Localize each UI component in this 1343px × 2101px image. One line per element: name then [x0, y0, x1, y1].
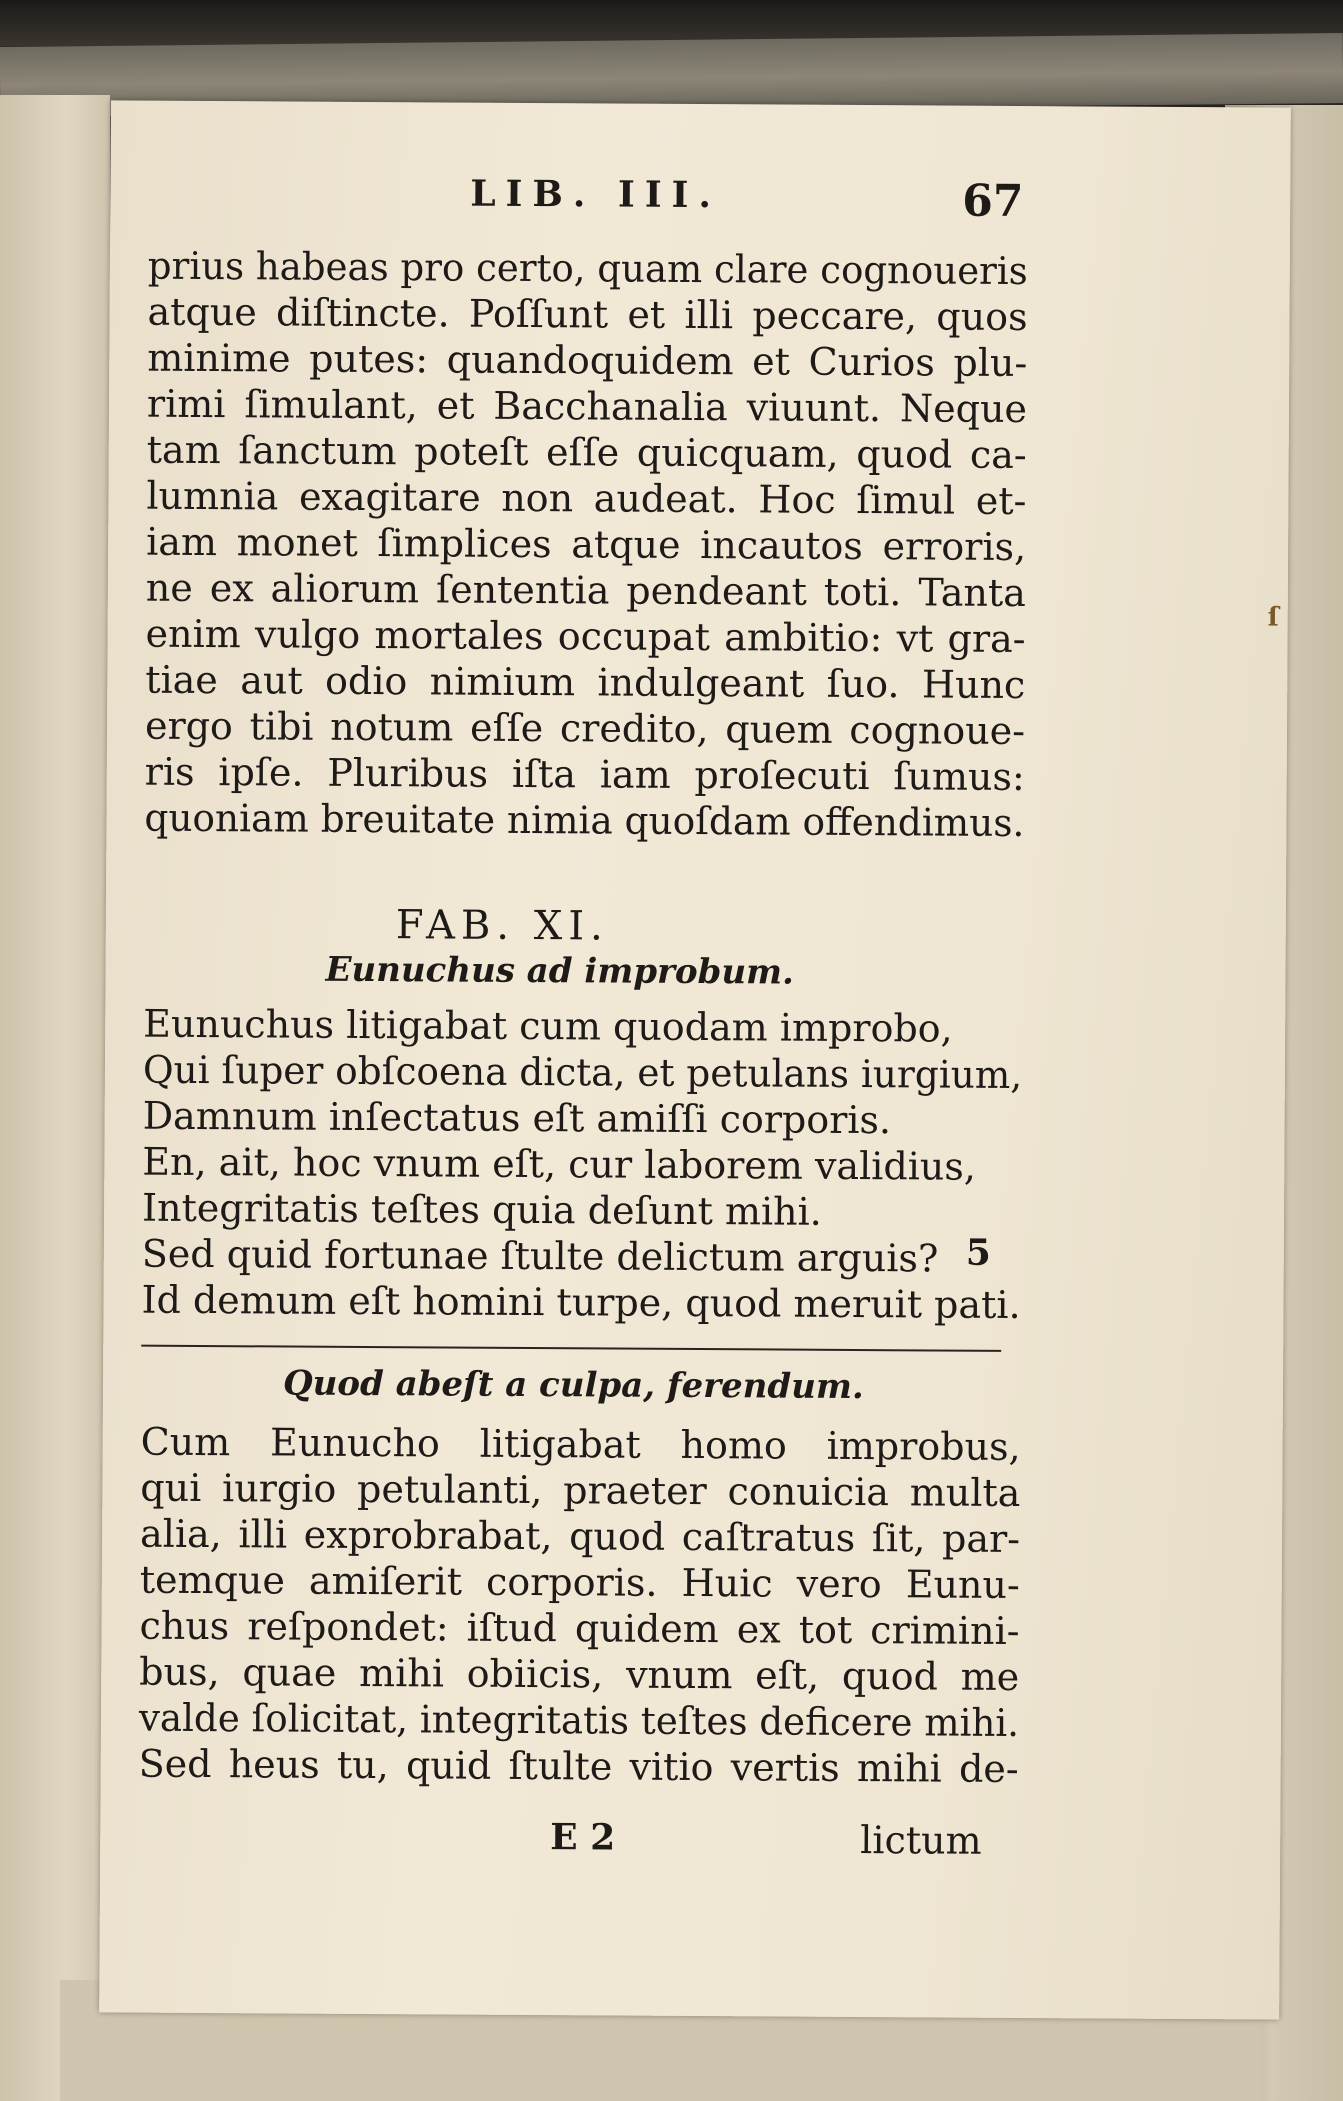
verse-line: Integritatis teſtes quia deſunt mihi. — [141, 1185, 822, 1234]
verse-line: Damnum inſectatus eſt amiſſi corporis. — [142, 1093, 892, 1143]
moral-title: Quod abeſt a culpa, ferendum. — [282, 1363, 864, 1408]
text-line: ergo tibi notum eſſe credito, quem cognoue- — [144, 703, 1026, 754]
fable-heading: FAB. XI. — [395, 902, 609, 950]
text-line: ris ipſe. Pluribus iſta iam proſecuti ſumus: — [144, 749, 1025, 800]
text-line: chus reſpondet: iſtud quidem ex tot crimini- — [139, 1603, 1020, 1653]
text-line: ne ex aliorum ſententia pendeant toti. Tanta — [145, 565, 1026, 616]
signature-mark: E 2 — [550, 1816, 616, 1859]
text-line: alia, illi exprobrabat, quod caſtratus ſit, par- — [139, 1511, 1021, 1561]
text-line: prius habeas pro certo, quam clare cognoueris — [147, 243, 1028, 294]
text-line: enim vulgo mortales occupat ambitio: vt gra- — [145, 611, 1026, 662]
page-number: 67 — [962, 175, 1024, 227]
text-line: iam monet ſimplices atque incautos erroris, — [146, 519, 1027, 570]
verse-line: Qui ſuper obſcoena dicta, et petulans iurgium, — [142, 1047, 1023, 1097]
verse-line: Id demum eſt homini turpe, quod meruit pati. — [141, 1277, 1021, 1327]
text-line: quoniam breuitate nimia quoſdam offendimus. — [144, 795, 1025, 846]
text-line: valde ſolicitat, integritatis teſtes deficere mihi. — [138, 1695, 1020, 1745]
verse-block — [141, 1001, 1023, 1328]
text-line: temque amiſerit corporis. Huic vero Eunu- — [139, 1557, 1020, 1607]
fable-title: Eunuchus ad improbum. — [325, 949, 795, 993]
margin-mark: ſ — [1267, 602, 1279, 633]
text-line: bus, quae mihi obiicis, vnum eſt, quod me — [139, 1649, 1020, 1699]
prose-block — [144, 243, 1028, 846]
text-line: minime putes: quandoquidem et Curios plu- — [147, 335, 1028, 386]
text-line: lumnia exagitare non audeat. Hoc ſimul et- — [146, 473, 1027, 524]
text-line: qui iurgio petulanti, praeter conuicia multa — [140, 1465, 1021, 1515]
text-line: Sed heus tu, quid ſtulte vitio vertis mihi de- — [138, 1741, 1019, 1791]
verse-line: Eunuchus litigabat cum quodam improbo, — [143, 1001, 953, 1051]
text-line: atque diſtincte. Poſſunt et illi peccare, quos — [147, 289, 1028, 340]
commentary-block — [139, 1419, 1021, 1792]
separator-rule — [141, 1345, 1001, 1352]
left-page-edge — [0, 95, 110, 2101]
text-line: tiae aut odio nimium indulgeant ſuo. Hunc — [145, 657, 1026, 708]
book-page — [99, 100, 1291, 2019]
verse-line: En, ait, hoc vnum eſt, cur laborem validius, — [142, 1139, 977, 1189]
catchword: lictum — [860, 1818, 982, 1863]
text-line: tam ſanctum poteſt eſſe quicquam, quod ca- — [146, 427, 1027, 478]
text-line: rimi ſimulant, et Bacchanalia viuunt. Neque — [146, 381, 1028, 432]
verse-line: Sed quid fortunae ſtulte delictum arguis? — [141, 1231, 939, 1281]
verse-number: 5 — [965, 1231, 992, 1274]
running-head: LIB. III. — [470, 172, 722, 217]
text-line: Cum Eunucho litigabat homo improbus, — [140, 1419, 1021, 1469]
